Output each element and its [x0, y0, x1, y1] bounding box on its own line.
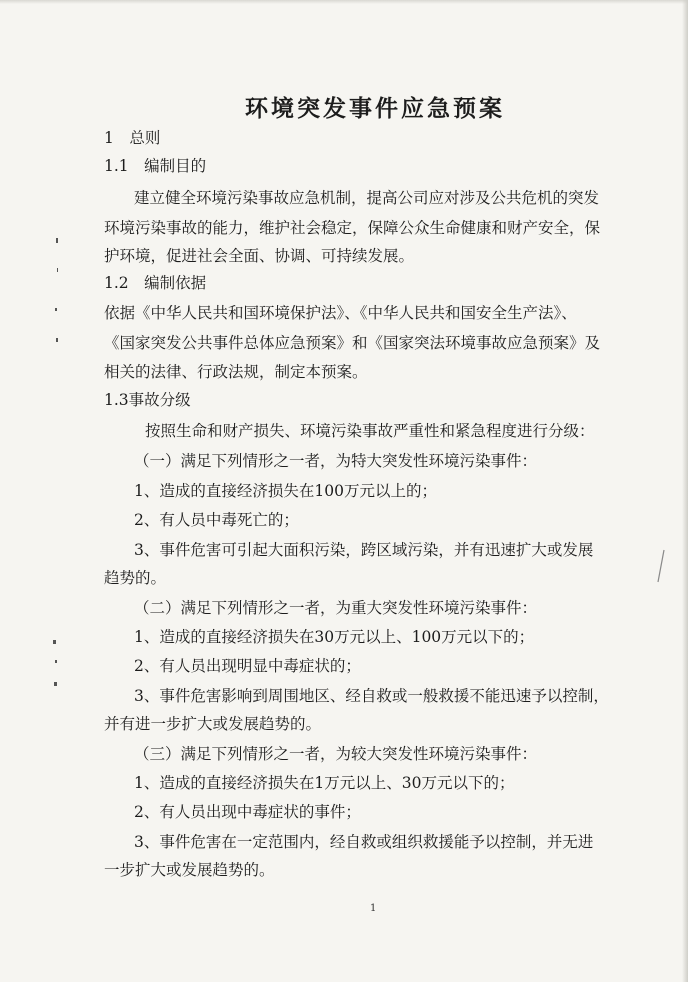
category-heading: （一）满足下列情形之一者，为特大突发性环境污染事件：: [134, 452, 538, 470]
list-item-continuation: 趋势的。: [104, 569, 167, 587]
list-item: 2、有人员出现中毒症状的事件；: [134, 803, 361, 821]
paragraph-line: 环境污染事故的能力，维护社会稳定，保障公众生命健康和财产安全，保: [104, 219, 601, 237]
scan-speck: [56, 238, 58, 243]
heading-1: 1 总则: [104, 129, 161, 147]
margin-stroke-mark: [655, 548, 667, 584]
list-item: 1、造成的直接经济损失在100万元以上的；: [134, 482, 437, 500]
document-title: 环境突发事件应急预案: [245, 95, 505, 122]
list-item-continuation: 一步扩大或发展趋势的。: [104, 861, 275, 879]
scan-speck: [57, 268, 58, 272]
heading-1-3: 1.3事故分级: [104, 391, 191, 409]
scan-speck: [54, 682, 57, 686]
page-number: 1: [370, 903, 377, 914]
paragraph-line: 护环境，促进社会全面、协调、可持续发展。: [104, 247, 415, 265]
category-heading: （二）满足下列情形之一者，为重大突发性环境污染事件：: [134, 599, 538, 617]
scan-speck: [55, 660, 57, 663]
scan-speck: [53, 640, 56, 644]
scan-speck: [56, 338, 58, 342]
scan-edge-right: [682, 0, 688, 982]
list-item: 1、造成的直接经济损失在30万元以上、100万元以下的；: [134, 628, 535, 646]
heading-1-1: 1.1 编制目的: [104, 157, 207, 175]
list-item: 2、有人员出现明显中毒症状的；: [134, 657, 361, 675]
heading-1-2: 1.2 编制依据: [104, 274, 207, 292]
list-item: 3、事件危害影响到周围地区、经自救或一般救援不能迅速予以控制，: [134, 687, 609, 705]
paragraph-line: 依据《中华人民共和国环境保护法》、《中华人民共和国安全生产法》、: [104, 304, 577, 322]
paragraph-line: 《国家突发公共事件总体应急预案》和《国家突法环境事故应急预案》及: [104, 334, 601, 352]
paragraph-line: 按照生命和财产损失、环境污染事故严重性和紧急程度进行分级：: [145, 422, 595, 440]
list-item: 1、造成的直接经济损失在1万元以上、30万元以下的；: [134, 774, 515, 792]
paragraph-line: 建立健全环境污染事故应急机制，提高公司应对涉及公共危机的突发: [134, 189, 600, 207]
scan-edge-top: [0, 0, 688, 4]
list-item: 3、事件危害在一定范围内，经自救或组织救援能予以控制，并无进: [134, 833, 594, 851]
scan-speck: [55, 308, 57, 311]
list-item: 3、事件危害可引起大面积污染，跨区域污染，并有迅速扩大或发展: [134, 541, 594, 559]
category-heading: （三）满足下列情形之一者，为较大突发性环境污染事件：: [134, 745, 538, 763]
paragraph-line: 相关的法律、行政法规，制定本预案。: [104, 363, 368, 381]
list-item-continuation: 并有进一步扩大或发展趋势的。: [104, 715, 322, 733]
list-item: 2、有人员中毒死亡的；: [134, 511, 299, 529]
